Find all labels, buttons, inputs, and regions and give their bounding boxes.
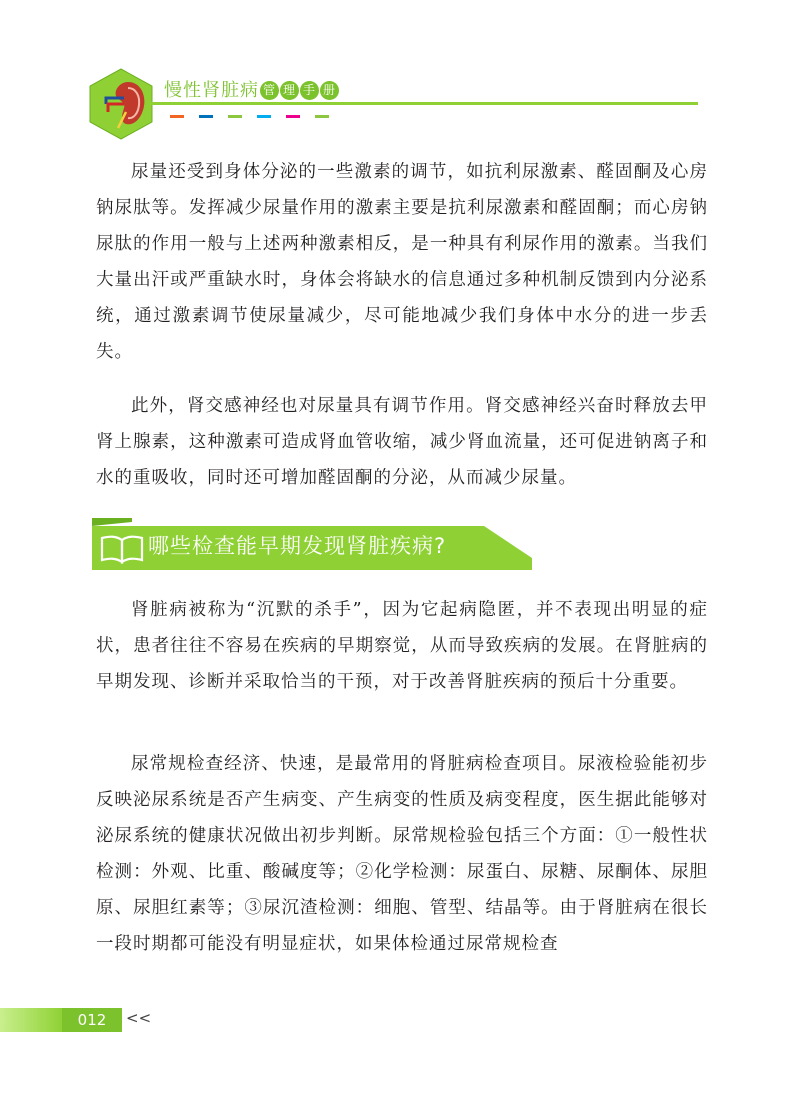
color-dash [199, 115, 213, 118]
header-title-char: 册 [320, 81, 339, 100]
header-color-dashes [170, 115, 329, 118]
body-paragraph [96, 746, 708, 962]
header-rule [148, 102, 698, 105]
paragraph-text: 尿常规检查经济、快速，是最常用的肾脏病检查项目。尿液检验能初步反映泌尿系统是否产生病变、产生病变的性质及病变程度，医生据此能够对泌尿系统的健康状况做出初步判断。尿常规检验包括三个方面：①一般性状检测：外观、比重、酸碱度等；②化学检测：尿蛋白、尿糖、尿酮体、尿胆原、尿胆红素等；③尿沉渣检测：细胞、管型、结晶等。由于肾脏病在很长一段时期都可能没有明显症状，如果体检通过尿常规检查 [96, 754, 708, 954]
paragraph-text: 肾脏病被称为“沉默的杀手”，因为它起病隐匿，并不表现出明显的症状，患者往往不容易在疾病的早期察觉，从而导致疾病的发展。在肾脏病的早期发现、诊断并采取恰当的干预，对于改善肾脏疾病的预后十分重要。 [96, 600, 708, 692]
body-paragraph [96, 592, 708, 700]
chevron-left-icon: << [126, 1009, 152, 1027]
color-dash [170, 115, 184, 118]
header-title-char: 手 [300, 81, 319, 100]
section-heading: 哪些检查能早期发现肾脏疾病? [148, 534, 447, 558]
header-title-char: 管 [260, 81, 279, 100]
paragraph-text: 尿量还受到身体分泌的一些激素的调节，如抗利尿激素、醛固酮及心房钠尿肽等。发挥减少尿量作用的激素主要是抗利尿激素和醛固酮；而心房钠尿肽的作用一般与上述两种激素相反，是一种具有利尿作用的激素。当我们大量出汗或严重缺水时，身体会将缺水的信息通过多种机制反馈到内分泌系统，通过激素调节使尿量减少，尽可能地减少我们身体中水分的进一步丢失。 [96, 162, 708, 362]
color-dash [315, 115, 329, 118]
body-paragraph [96, 154, 708, 370]
paragraph-text: 此外，肾交感神经也对尿量具有调节作用。肾交感神经兴奋时释放去甲肾上腺素，这种激素可造成肾血管收缩，减少肾血流量，还可促进钠离子和水的重吸收，同时还可增加醛固酮的分泌，从而减少尿量。 [96, 396, 708, 488]
header-title [164, 76, 339, 102]
header-title-char: 理 [280, 81, 299, 100]
page-number: 012 [62, 1008, 122, 1032]
body-paragraph [96, 388, 708, 496]
color-dash [228, 115, 242, 118]
header-title-main: 慢性肾脏病 [164, 80, 259, 101]
color-dash [257, 115, 271, 118]
color-dash [286, 115, 300, 118]
footer-band [0, 1008, 62, 1032]
header-logo [88, 68, 154, 140]
